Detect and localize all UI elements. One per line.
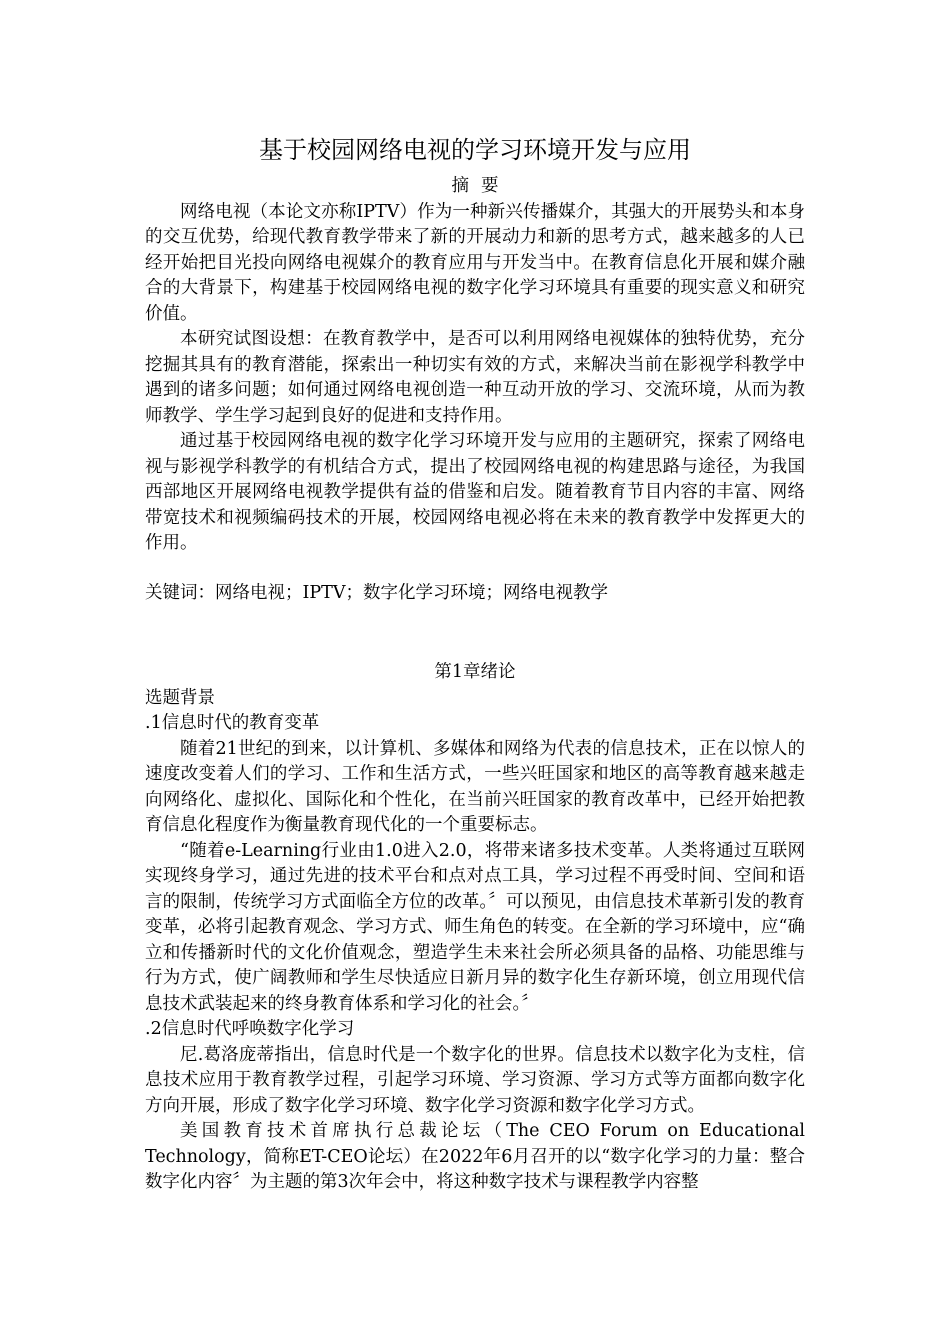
body-paragraph: 美国教育技术首席执行总裁论坛（The CEO Forum on Educational Technology，简称ET-CEO论坛）在2022年6月召开的以“数字化学习的力量：整合数字化内容〞为主题的第3次年会中，将这种数字技术与课程教学内容整: [145, 1121, 805, 1192]
subsection-heading: .1信息时代的教育变革: [145, 713, 320, 733]
chapter-title: 第1章绪论: [434, 662, 516, 682]
body-paragraph: 随着21世纪的到来，以计算机、多媒体和网络为代表的信息技术，正在以惊人的速度改变着人们的学习、工作和生活方式，一些兴旺国家和地区的高等教育越来越走向网络化、虚拟化、国际化和个性化，在当前兴旺国家的教育改革中，已经开始把教育信息化程度作为衡量教育现代化的一个重要标志。: [145, 738, 805, 835]
section-heading: 选题背景: [145, 687, 215, 708]
abstract-paragraph: 通过基于校园网络电视的数字化学习环境开发与应用的主题研究，探索了网络电视与影视学科教学的有机结合方式，提出了校园网络电视的构建思路与途径，为我国西部地区开展网络电视教学提供有益的借鉴和启发。随着教育节目内容的丰富、网络带宽技术和视频编码技术的开展，校园网络电视必将在未来的教育教学中发挥更大的作用。: [145, 431, 805, 553]
keywords-line: 关键词：网络电视；IPTV；数字化学习环境；网络电视教学: [145, 582, 608, 603]
abstract-paragraph: 网络电视（本论文亦称IPTV）作为一种新兴传播媒介，其强大的开展势头和本身的交互优势，给现代教育教学带来了新的开展动力和新的思考方式，越来越多的人已经开始把目光投向网络电视媒介的教育应用与开发当中。在教育信息化开展和媒介融合的大背景下，构建基于校园网络电视的数字化学习环境具有重要的现实意义和研究价值。: [145, 201, 805, 324]
body-paragraph: 尼.葛洛庞蒂指出，信息时代是一个数字化的世界。信息技术以数字化为支柱，信息技术应用于教育教学过程，引起学习环境、学习资源、学习方式等方面都向数字化方向开展，形成了数字化学习环境、数字化学习资源和数字化学习方式。: [145, 1044, 805, 1116]
abstract-heading: 摘要: [451, 176, 511, 196]
subsection-heading: .2信息时代呼唤数字化学习: [145, 1019, 355, 1039]
document-title: 基于校园网络电视的学习环境开发与应用: [259, 136, 691, 164]
document-body: [145, 133, 805, 1196]
abstract-paragraph: 本研究试图设想：在教育教学中，是否可以利用网络电视媒体的独特优势，充分挖掘其具有的教育潜能，探索出一种切实有效的方式，来解决当前在影视学科教学中遇到的诸多问题；如何通过网络电视创造一种互动开放的学习、交流环境，从而为教师教学、学生学习起到良好的促进和支持作用。: [145, 329, 805, 426]
body-paragraph: “随着e-Learning行业由1.0进入2.0，将带来诸多技术变革。人类将通过互联网实现终身学习，通过先进的技术平台和点对点工具，学习过程不再受时间、空间和语言的限制，传统学习方式面临全方位的改革。〞可以预见，由信息技术革新引发的教育变革，必将引起教育观念、学习方式、师生角色的转变。在全新的学习环境中，应“确立和传播新时代的文化价值观念，塑造学生未来社会所必须具备的品格、功能思维与行为方式，使广阔教师和学生尽快适应日新月异的数字化生存新环境，创立用现代信息技术武装起来的终身教育体系和学习化的社会。〞: [145, 840, 805, 1014]
